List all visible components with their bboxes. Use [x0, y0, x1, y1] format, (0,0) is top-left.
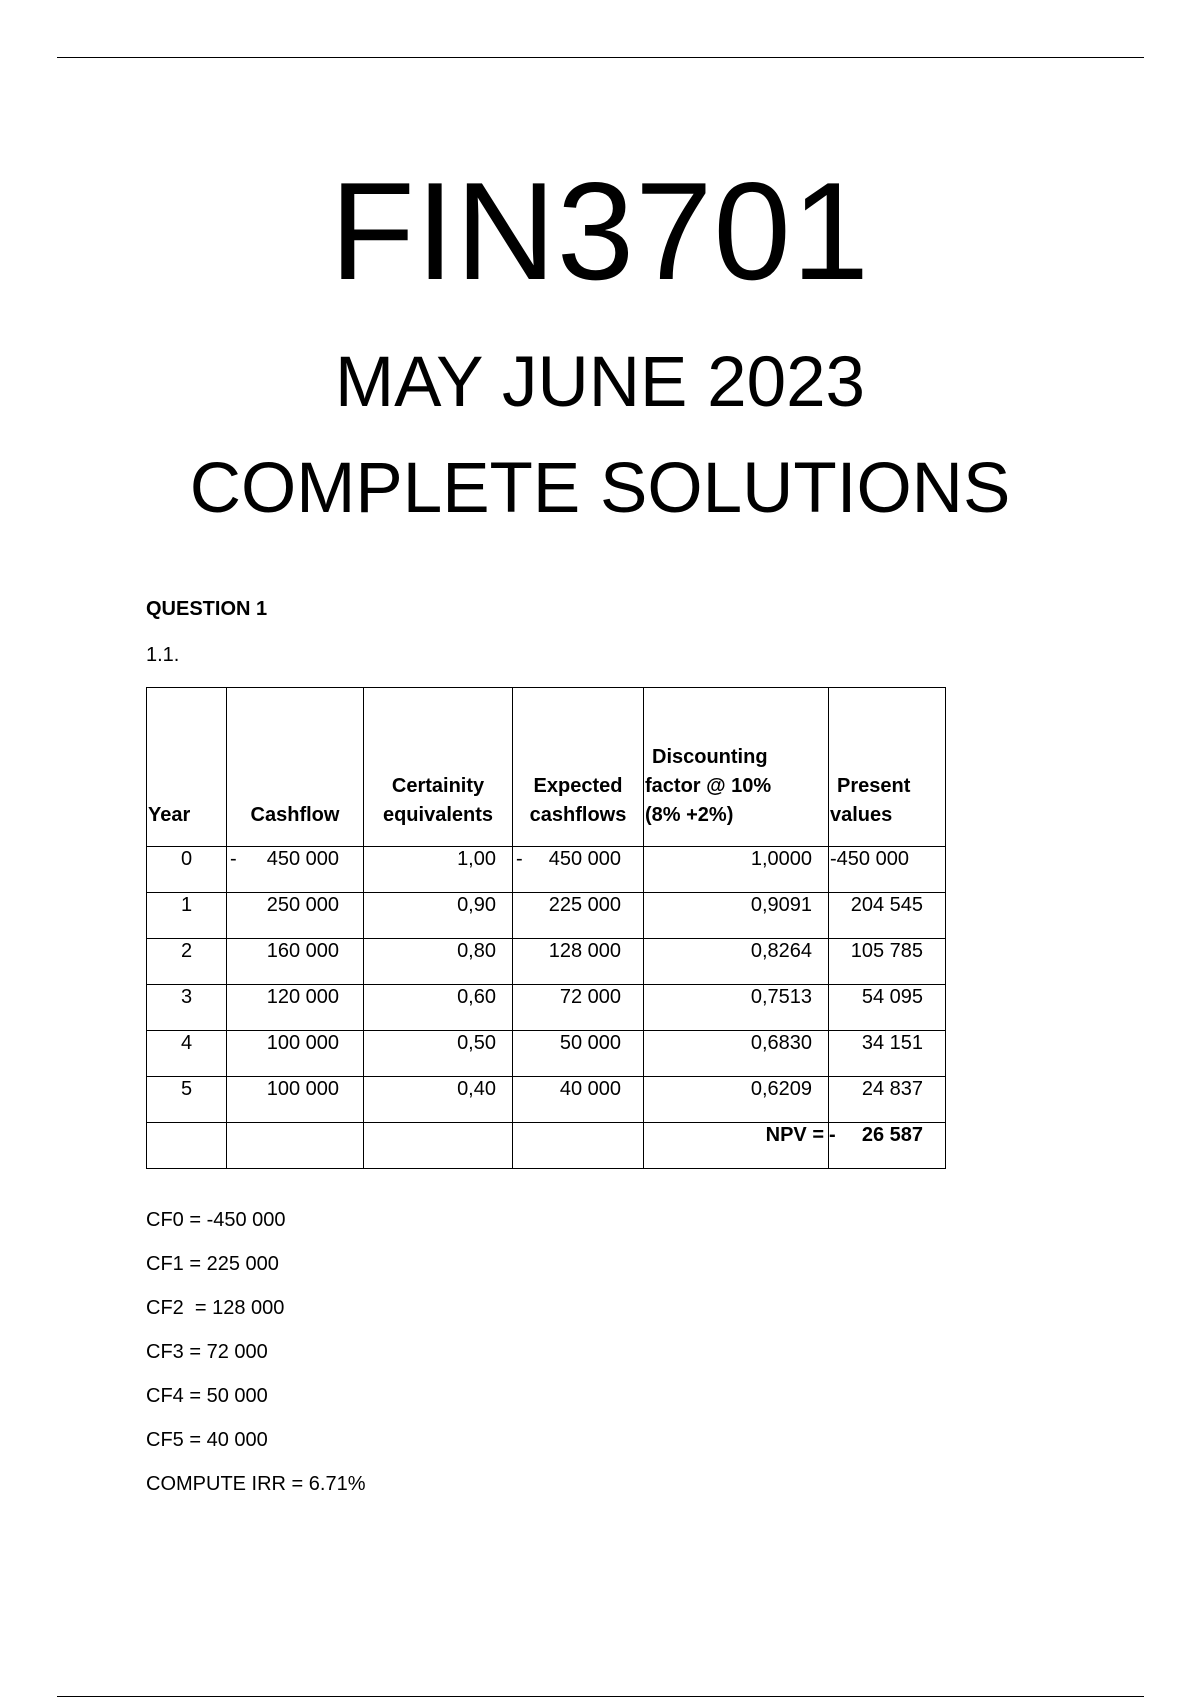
header-line: Cashflow — [250, 804, 340, 826]
year-cell: 5 — [147, 1077, 227, 1123]
sub-question-number: 1.1. — [146, 644, 180, 666]
discount-factor-cell: 0,7513 — [644, 985, 829, 1031]
expected-cashflow-cell — [513, 939, 644, 985]
header-line: factor @ 10% — [645, 775, 772, 797]
cashflow-cell — [227, 1031, 364, 1077]
table-row — [147, 847, 946, 893]
expected-cashflow-value: 72 000 — [559, 986, 621, 1008]
expected-cashflow-value: 50 000 — [559, 1032, 621, 1054]
cashflow-note: CF0 = -450 000 — [146, 1209, 286, 1231]
header-line: Year — [148, 804, 191, 826]
discount-factor-cell: 0,6830 — [644, 1031, 829, 1077]
empty-cell — [227, 1123, 364, 1169]
npv-label-cell — [644, 1123, 829, 1169]
expected-cashflow-cell — [513, 1077, 644, 1123]
course-code-title: FIN3701 — [329, 154, 871, 309]
header-certainty-equivalents — [364, 688, 513, 847]
table-row — [147, 985, 946, 1031]
expected-cashflow-value: 225 000 — [548, 894, 621, 916]
header-line: (8% +2%) — [645, 804, 734, 826]
expected-cashflow-cell — [513, 1031, 644, 1077]
year-cell: 0 — [147, 847, 227, 893]
empty-cell — [147, 1123, 227, 1169]
expected-cashflow-value: 40 000 — [559, 1078, 621, 1100]
negative-sign: - — [230, 848, 237, 870]
empty-cell — [364, 1123, 513, 1169]
year-cell: 2 — [147, 939, 227, 985]
npv-table — [146, 687, 946, 1169]
table-row — [147, 1077, 946, 1123]
cashflow-cell — [227, 893, 364, 939]
cashflow-note: CF3 = 72 000 — [146, 1341, 268, 1363]
discount-factor-cell: 1,0000 — [644, 847, 829, 893]
certainty-cell: 0,80 — [364, 939, 513, 985]
expected-cashflow-value: 450 000 — [548, 848, 621, 870]
cashflow-note: CF1 = 225 000 — [146, 1253, 279, 1275]
table-row — [147, 1031, 946, 1077]
certainty-cell: 1,00 — [364, 847, 513, 893]
header-line: Present — [837, 775, 911, 797]
table-row — [147, 939, 946, 985]
npv-value: 26 587 — [861, 1124, 923, 1146]
npv-total-row — [147, 1123, 946, 1169]
cashflow-note: CF2 = 128 000 — [146, 1297, 285, 1319]
expected-cashflow-cell — [513, 893, 644, 939]
expected-cashflow-cell — [513, 985, 644, 1031]
cashflow-cell — [227, 1077, 364, 1123]
header-cashflow — [227, 688, 364, 847]
discount-factor-cell: 0,9091 — [644, 893, 829, 939]
negative-sign: - — [516, 848, 523, 870]
expected-cashflow-cell — [513, 847, 644, 893]
npv-value-cell — [829, 1123, 946, 1169]
present-value-cell: 204 545 — [829, 893, 946, 939]
header-line: values — [830, 804, 893, 826]
certainty-cell: 0,60 — [364, 985, 513, 1031]
present-value-cell: 34 151 — [829, 1031, 946, 1077]
header-present-values — [829, 688, 946, 847]
discount-factor-cell: 0,8264 — [644, 939, 829, 985]
present-value-cell: 24 837 — [829, 1077, 946, 1123]
year-cell: 3 — [147, 985, 227, 1031]
header-line: Discounting — [652, 746, 768, 768]
question-heading: QUESTION 1 — [146, 598, 268, 620]
cashflow-notes — [146, 1208, 366, 1516]
irr-result: COMPUTE IRR = 6.71% — [146, 1473, 366, 1495]
table-header-row — [147, 688, 946, 847]
header-line: Expected — [533, 775, 623, 797]
discount-factor-cell: 0,6209 — [644, 1077, 829, 1123]
cashflow-value: 100 000 — [266, 1032, 339, 1054]
header-discounting-factor — [644, 688, 829, 847]
header-year — [147, 688, 227, 847]
header-line: Certainity — [391, 775, 485, 797]
table-row — [147, 893, 946, 939]
exam-session-title: MAY JUNE 2023 — [334, 343, 866, 422]
cashflow-value: 100 000 — [266, 1078, 339, 1100]
cashflow-note: CF4 = 50 000 — [146, 1385, 268, 1407]
header-expected-cashflows — [513, 688, 644, 847]
cashflow-cell — [227, 847, 364, 893]
header-line: cashflows — [529, 804, 627, 826]
cashflow-cell — [227, 939, 364, 985]
certainty-cell: 0,50 — [364, 1031, 513, 1077]
present-value-cell: -450 000 — [829, 847, 946, 893]
present-value-cell: 54 095 — [829, 985, 946, 1031]
header-line: equivalents — [382, 804, 494, 826]
cashflow-cell — [227, 985, 364, 1031]
cashflow-value: 120 000 — [266, 986, 339, 1008]
present-value-cell: 105 785 — [829, 939, 946, 985]
expected-cashflow-value: 128 000 — [548, 940, 621, 962]
empty-cell — [513, 1123, 644, 1169]
cashflow-value: 450 000 — [266, 848, 339, 870]
bottom-divider — [57, 1696, 1144, 1697]
year-cell: 1 — [147, 893, 227, 939]
cashflow-value: 160 000 — [266, 940, 339, 962]
document-subtitle: COMPLETE SOLUTIONS — [189, 449, 1011, 528]
npv-label: NPV = — [765, 1124, 824, 1146]
certainty-cell: 0,90 — [364, 893, 513, 939]
year-cell: 4 — [147, 1031, 227, 1077]
certainty-cell: 0,40 — [364, 1077, 513, 1123]
cashflow-value: 250 000 — [266, 894, 339, 916]
npv-negative-sign: - — [829, 1124, 836, 1146]
cashflow-note: CF5 = 40 000 — [146, 1429, 268, 1451]
top-divider — [57, 57, 1144, 58]
